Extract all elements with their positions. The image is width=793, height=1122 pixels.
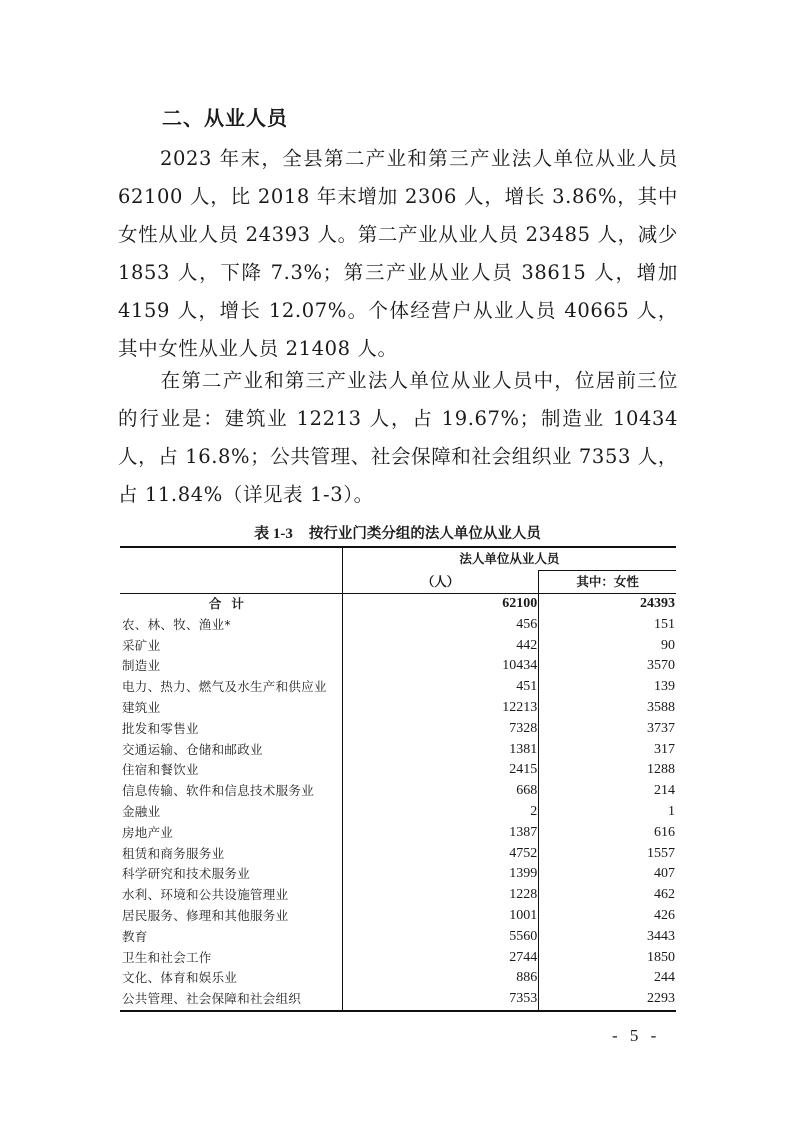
- header-employees: 法人单位从业人员: [342, 547, 676, 571]
- table-row: [120, 968, 676, 989]
- employees-total: 442: [342, 636, 538, 657]
- industry-label: 采矿业: [122, 637, 161, 653]
- table-row: [120, 906, 676, 927]
- employees-total: 7328: [342, 719, 538, 740]
- table-header-row-1: [120, 547, 676, 571]
- page-number: - 5 -: [612, 1026, 661, 1045]
- employees-total: 1399: [342, 864, 538, 885]
- employees-total: 1228: [342, 885, 538, 906]
- table-row: [120, 948, 676, 969]
- employment-by-industry-table: [120, 546, 676, 1012]
- table-title: 按行业门类分组的法人单位从业人员: [308, 526, 541, 542]
- industry-label: 制造业: [122, 658, 161, 674]
- industry-label: 农、林、牧、渔业*: [122, 616, 231, 632]
- employees-total: 1381: [342, 740, 538, 761]
- table-row: [120, 885, 676, 906]
- industry-label: 文化、体育和娱乐业: [122, 970, 238, 986]
- employees-female: 90: [539, 636, 676, 657]
- table-number: 表 1-3: [254, 526, 293, 542]
- table-header-row-2: [120, 571, 676, 594]
- employees-female: 3570: [539, 656, 676, 677]
- employees-total: 7353: [342, 989, 538, 1011]
- employees-female: 3443: [539, 927, 676, 948]
- header-female: 其中：女性: [539, 571, 676, 594]
- header-blank-bottom: [120, 571, 342, 594]
- table-row: [120, 844, 676, 865]
- table-row: [120, 802, 676, 823]
- header-blank: [120, 547, 342, 571]
- industry-label: 教育: [122, 928, 148, 944]
- employees-total: 1387: [342, 823, 538, 844]
- table-row: [120, 677, 676, 698]
- employees-total: 12213: [342, 698, 538, 719]
- table-row: [120, 656, 676, 677]
- employees-female: 2293: [539, 989, 676, 1011]
- industry-label: 信息传输、软件和信息技术服务业: [122, 783, 315, 799]
- industry-label: 建筑业: [122, 699, 161, 715]
- employees-female: 139: [539, 677, 676, 698]
- employees-female: 426: [539, 906, 676, 927]
- table-row: [120, 698, 676, 719]
- industry-label: 居民服务、修理和其他服务业: [122, 907, 289, 923]
- table-row: [120, 864, 676, 885]
- employees-female: 1: [539, 802, 676, 823]
- paragraph-top-industries: [118, 362, 678, 514]
- section-heading: 二、从业人员: [162, 106, 288, 130]
- industry-label: 交通运输、仓储和邮政业: [122, 741, 263, 757]
- employees-total: 2415: [342, 760, 538, 781]
- employees-female: 317: [539, 740, 676, 761]
- employees-female: 1850: [539, 948, 676, 969]
- industry-label: 公共管理、社会保障和社会组织: [122, 991, 302, 1007]
- employees-female: 1288: [539, 760, 676, 781]
- industry-label: 电力、热力、燃气及水生产和供应业: [122, 679, 327, 695]
- employees-female: 214: [539, 781, 676, 802]
- industry-label: 房地产业: [122, 824, 174, 840]
- table-row: [120, 719, 676, 740]
- paragraph-employment-summary: [118, 140, 678, 368]
- employees-female: 1557: [539, 844, 676, 865]
- industry-label: 水利、环境和公共设施管理业: [122, 887, 289, 903]
- table-row: [120, 927, 676, 948]
- table-caption: [120, 522, 675, 543]
- employees-total: 1001: [342, 906, 538, 927]
- employees-total: 451: [342, 677, 538, 698]
- employees-female: 151: [539, 615, 676, 636]
- employees-total: 456: [342, 615, 538, 636]
- employees-female: 3737: [539, 719, 676, 740]
- table-row: [120, 781, 676, 802]
- employees-total: 2: [342, 802, 538, 823]
- employees-female: 3588: [539, 698, 676, 719]
- table-row: [120, 636, 676, 657]
- employees-total: 668: [342, 781, 538, 802]
- industry-label: 住宿和餐饮业: [122, 762, 199, 778]
- employees-total: 2744: [342, 948, 538, 969]
- table-row: [120, 823, 676, 844]
- industry-label: 租赁和商务服务业: [122, 845, 225, 861]
- table-total-row: [120, 594, 676, 615]
- table-row: [120, 760, 676, 781]
- employees-total: 886: [342, 968, 538, 989]
- table-row: [120, 740, 676, 761]
- employees-total: 4752: [342, 844, 538, 865]
- total-label: 合计: [208, 596, 254, 611]
- table-row: [120, 989, 676, 1011]
- employees-female: 462: [539, 885, 676, 906]
- industry-label: 批发和零售业: [122, 720, 199, 736]
- paragraph-text: 在第二产业和第三产业法人单位从业人员中，位居前三位的行业是：建筑业 12213 人，占 19.67%；制造业 10434 人，占 16.8%；公共管理、社会保障和社会组织业 7353 人，占 11.84%（详见表 1-3）。: [118, 369, 678, 506]
- total-female: 24393: [539, 594, 676, 615]
- industry-label: 卫生和社会工作: [122, 949, 212, 965]
- industry-label: 金融业: [122, 803, 161, 819]
- paragraph-text: 2023 年末，全县第二产业和第三产业法人单位从业人员 62100 人，比 2018 年末增加 2306 人，增长 3.86%，其中女性从业人员 24393 人。第二产业从业人员 23485 人，减少 1853 人，下降 7.3%；第三产业从业人员 38615 人，增加 4159 人，增长 12.07%。个体经营户从业人员 40665 人，其中女性从业人员 21408 人。: [118, 147, 678, 360]
- industry-label: 科学研究和技术服务业: [122, 866, 251, 882]
- employees-total: 10434: [342, 656, 538, 677]
- employees-total: 5560: [342, 927, 538, 948]
- total-employees: 62100: [342, 594, 538, 615]
- employees-female: 407: [539, 864, 676, 885]
- employees-female: 244: [539, 968, 676, 989]
- employees-female: 616: [539, 823, 676, 844]
- table-row: [120, 615, 676, 636]
- header-unit: （人）: [342, 571, 538, 594]
